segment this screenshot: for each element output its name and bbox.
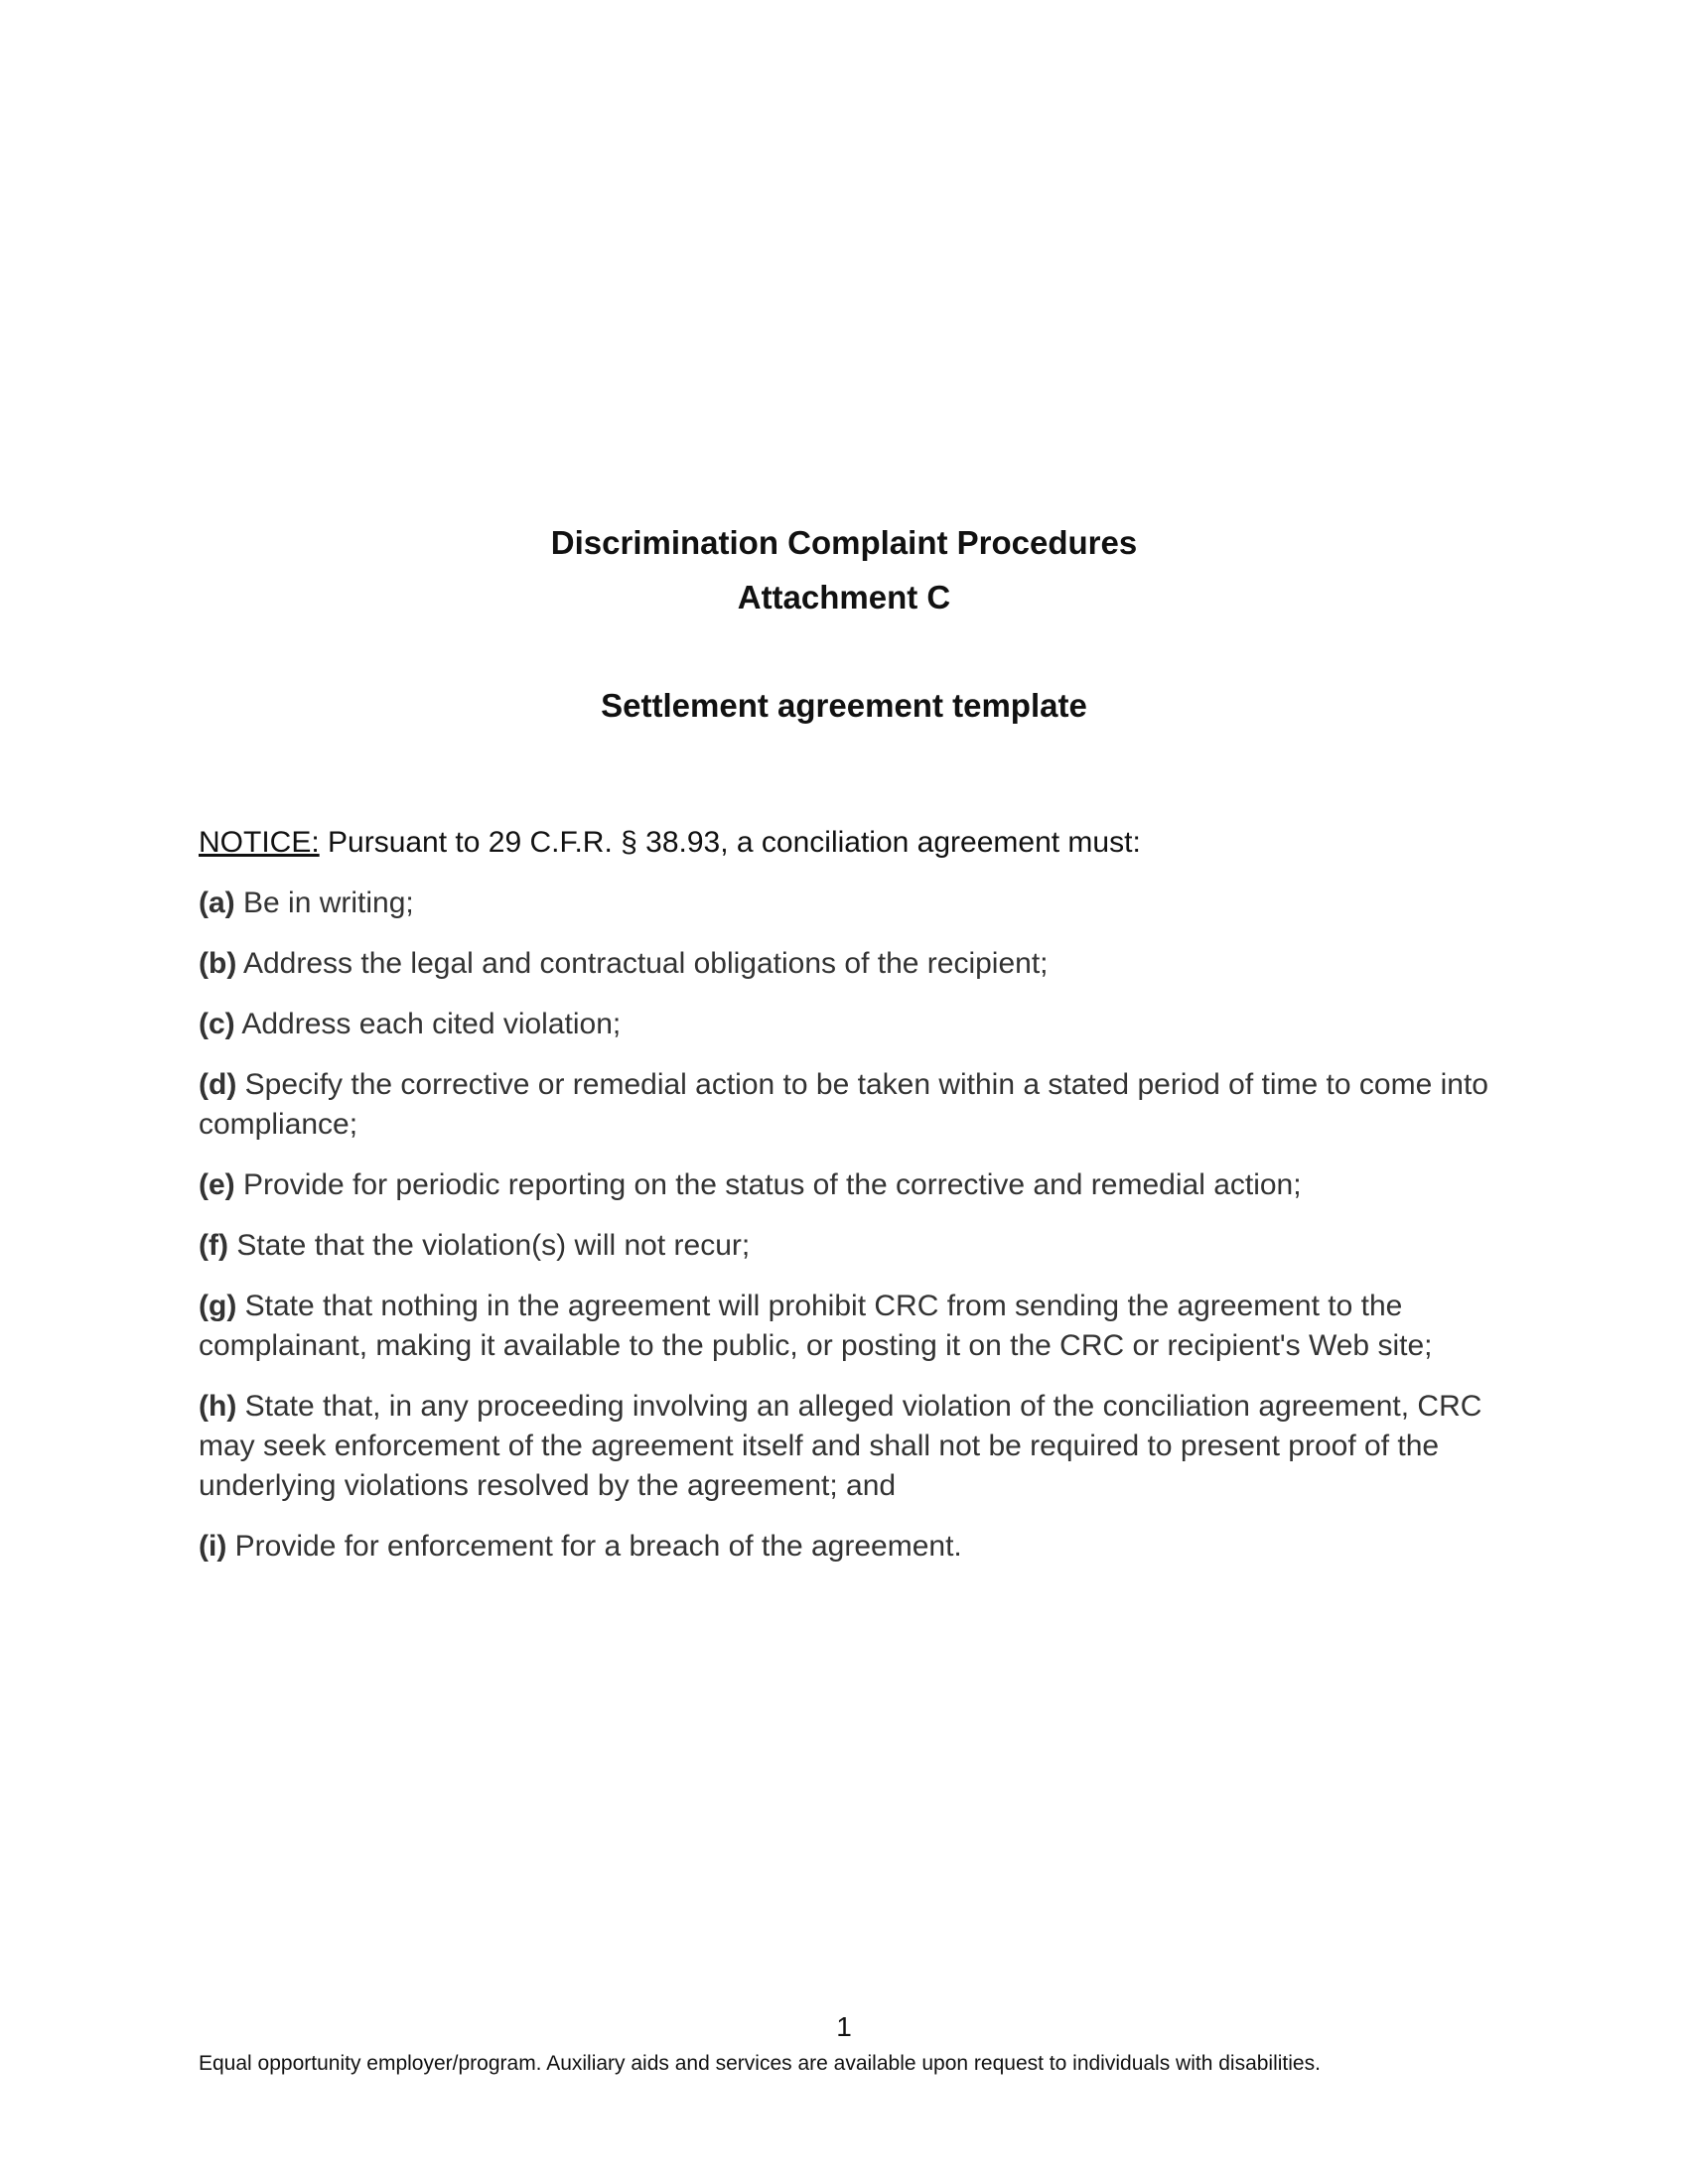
item-text: Address each cited violation; — [234, 1008, 622, 1040]
list-item-e — [199, 1165, 1489, 1205]
item-text: Be in writing; — [234, 887, 414, 919]
item-text: State that the violation(s) will not recur; — [227, 1229, 751, 1262]
page-number: 1 — [836, 2011, 852, 2042]
item-text: Provide for enforcement for a breach of the agreement. — [226, 1530, 962, 1563]
item-letter: (f) — [199, 1229, 228, 1262]
item-letter: (c) — [199, 1008, 235, 1040]
notice-paragraph — [199, 823, 1489, 863]
item-text: Provide for periodic reporting on the status of the corrective and remedial action; — [234, 1168, 1302, 1201]
footer-disclaimer: Equal opportunity employer/program. Auxiliary aids and services are available upon request to individuals with disabilities. — [199, 2052, 1321, 2075]
item-letter: (e) — [199, 1168, 235, 1201]
list-item-c — [199, 1005, 1489, 1044]
item-letter: (b) — [199, 947, 237, 980]
item-text: State that, in any proceeding involving an alleged violation of the conciliation agreement, CRC may seek enforcement of the agreement itself and shall not be required to present proof of the underlying violations resolved by the agreement; and — [199, 1390, 1482, 1502]
item-letter: (g) — [199, 1290, 237, 1322]
list-item-g — [199, 1287, 1489, 1366]
list-item-b — [199, 944, 1489, 984]
item-text: Specify the corrective or remedial action to be taken within a stated period of time to come into compliance; — [199, 1068, 1488, 1141]
item-letter: (a) — [199, 887, 235, 919]
item-text: State that nothing in the agreement will prohibit CRC from sending the agreement to the complainant, making it available to the public, or posting it on the CRC or recipient's Web site; — [199, 1290, 1433, 1362]
item-text: Address the legal and contractual obligations of the recipient; — [236, 947, 1049, 980]
list-item-i — [199, 1527, 1489, 1567]
list-item-f — [199, 1226, 1489, 1266]
list-item-h — [199, 1387, 1489, 1506]
document-body — [199, 823, 1489, 1587]
item-letter: (i) — [199, 1530, 227, 1563]
document-subtitle: Settlement agreement template — [601, 687, 1087, 724]
notice-label: NOTICE: — [199, 826, 320, 859]
list-item-d — [199, 1065, 1489, 1145]
attachment-label: Attachment C — [737, 579, 951, 615]
item-letter: (d) — [199, 1068, 237, 1101]
notice-text: Pursuant to 29 C.F.R. § 38.93, a conciliation agreement must: — [319, 826, 1141, 859]
list-item-a — [199, 884, 1489, 923]
item-letter: (h) — [199, 1390, 237, 1423]
document-title: Discrimination Complaint Procedures — [550, 524, 1138, 561]
